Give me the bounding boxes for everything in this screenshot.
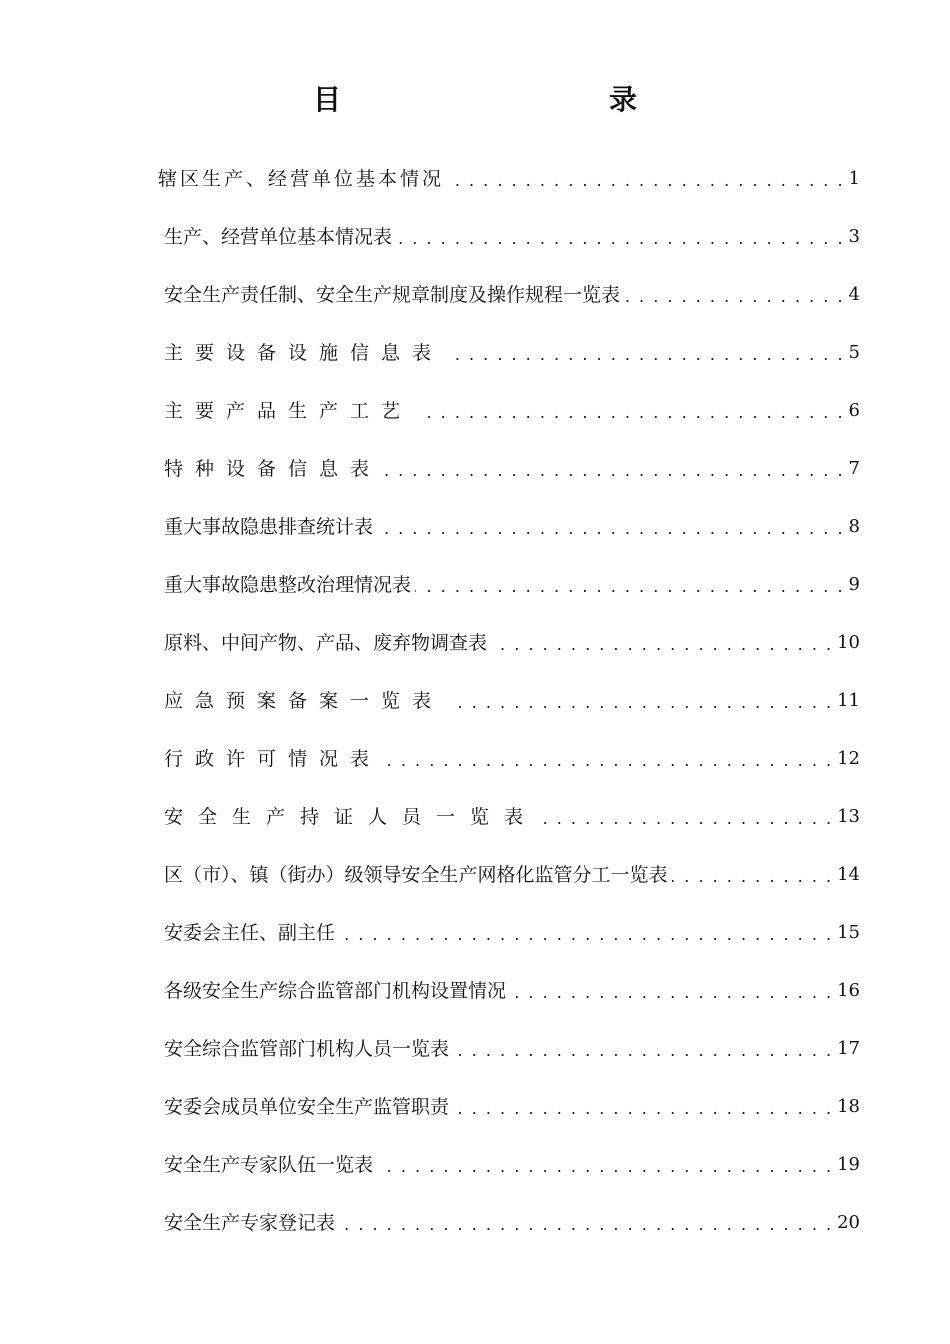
- toc-entry[interactable]: [164, 858, 860, 892]
- toc-entry-label: 行政许可情况表: [164, 748, 382, 770]
- toc-leader-dots: [377, 1148, 833, 1182]
- toc-leader-dots: [672, 858, 834, 892]
- toc-leader-dots: [542, 800, 833, 834]
- toc-entry-label: 区（市）、镇（街办）级领导安全生产网格化监管分工一览表: [164, 864, 668, 886]
- toc-leader-dots: [385, 742, 833, 776]
- toc-entry-page: 5: [848, 342, 860, 363]
- toc-entry[interactable]: [164, 974, 860, 1008]
- toc-leader-dots: [447, 684, 833, 718]
- toc-entry-page: 16: [837, 980, 860, 1001]
- toc-entry[interactable]: [164, 800, 860, 834]
- toc-entry-page: 17: [837, 1038, 860, 1059]
- toc-leader-dots: [447, 336, 845, 370]
- toc-entry-page: 1: [848, 168, 860, 189]
- toc-entry[interactable]: [164, 1032, 860, 1066]
- toc-entry[interactable]: [164, 1090, 860, 1124]
- toc-entry-label: 安全生产专家队伍一览表: [164, 1154, 374, 1176]
- toc-entry-label: 安全生产专家登记表: [164, 1212, 336, 1234]
- toc-entry[interactable]: [164, 916, 860, 950]
- toc-entry[interactable]: [164, 220, 860, 254]
- toc-leader-dots: [339, 1206, 833, 1240]
- toc-entry[interactable]: [164, 1148, 860, 1182]
- toc-entry-label: 各级安全生产综合监管部门机构设置情况: [164, 980, 507, 1002]
- toc-entry-page: 20: [837, 1212, 860, 1233]
- toc-entry-label: 安委会主任、副主任: [164, 922, 336, 944]
- toc-entry-label: 原料、中间产物、产品、废弃物调查表: [164, 632, 488, 654]
- toc-leader-dots: [377, 510, 845, 544]
- toc-entry-page: 6: [848, 400, 860, 421]
- toc-entry-page: 18: [837, 1096, 860, 1117]
- toc-leader-dots: [385, 452, 845, 486]
- toc-entry[interactable]: [164, 684, 860, 718]
- toc-entry-page: 14: [837, 864, 860, 885]
- toc-entry-label: 应急预案备案一览表: [164, 690, 444, 712]
- toc-entry-label: 安全生产责任制、安全生产规章制度及操作规程一览表: [164, 284, 621, 306]
- toc-entry-page: 19: [837, 1154, 860, 1175]
- toc-entry-label: 安全综合监管部门机构人员一览表: [164, 1038, 450, 1060]
- toc-entry-page: 15: [837, 922, 860, 943]
- toc-entry-label: 特种设备信息表: [164, 458, 382, 480]
- toc-entry[interactable]: [164, 568, 860, 602]
- toc-entry[interactable]: [164, 1206, 860, 1240]
- toc-leader-dots: [510, 974, 833, 1008]
- toc-entry-page: 8: [848, 516, 860, 537]
- toc-entry-label: 安委会成员单位安全生产监管职责: [164, 1096, 450, 1118]
- toc-leader-dots: [453, 1032, 833, 1066]
- page-title: 目 录: [312, 83, 757, 116]
- toc-entry[interactable]: [164, 394, 860, 428]
- toc-entry-label: 安全生产持证人员一览表: [164, 806, 539, 828]
- toc-leader-dots: [416, 394, 845, 428]
- toc-entry-label: 主要设备设施信息表: [164, 342, 444, 364]
- toc-entry-page: 3: [848, 226, 860, 247]
- toc-entry-label: 生产、经营单位基本情况表: [164, 226, 393, 248]
- toc-entry-label: 主要产品生产工艺: [164, 400, 413, 422]
- toc-entry-page: 4: [848, 284, 860, 305]
- toc-entry-page: 7: [848, 458, 860, 479]
- toc-entry[interactable]: [164, 742, 860, 776]
- toc-entry[interactable]: [164, 510, 860, 544]
- toc-leader-dots: [339, 916, 833, 950]
- toc-entry-label: 重大事故隐患排查统计表: [164, 516, 374, 538]
- toc-entry[interactable]: [164, 452, 860, 486]
- toc-entry-page: 9: [848, 574, 860, 595]
- toc-entry[interactable]: [158, 162, 860, 196]
- toc-entry-page: 13: [837, 806, 860, 827]
- toc-leader-dots: [453, 1090, 833, 1124]
- toc-entry-page: 11: [837, 690, 860, 711]
- toc-entry-page: 12: [837, 748, 860, 769]
- toc-entry-label: 辖区生产、经营单位基本情况: [158, 168, 445, 190]
- toc-leader-dots: [624, 278, 845, 312]
- toc-leader-dots: [491, 626, 833, 660]
- toc-entry[interactable]: [164, 336, 860, 370]
- toc-entry-page: 10: [837, 632, 860, 653]
- toc-entry[interactable]: [164, 626, 860, 660]
- toc-leader-dots: [396, 220, 845, 254]
- toc-leader-dots: [448, 162, 845, 196]
- toc-entry[interactable]: [164, 278, 860, 312]
- toc-entry-label: 重大事故隐患整改治理情况表: [164, 574, 412, 596]
- toc-leader-dots: [415, 568, 845, 602]
